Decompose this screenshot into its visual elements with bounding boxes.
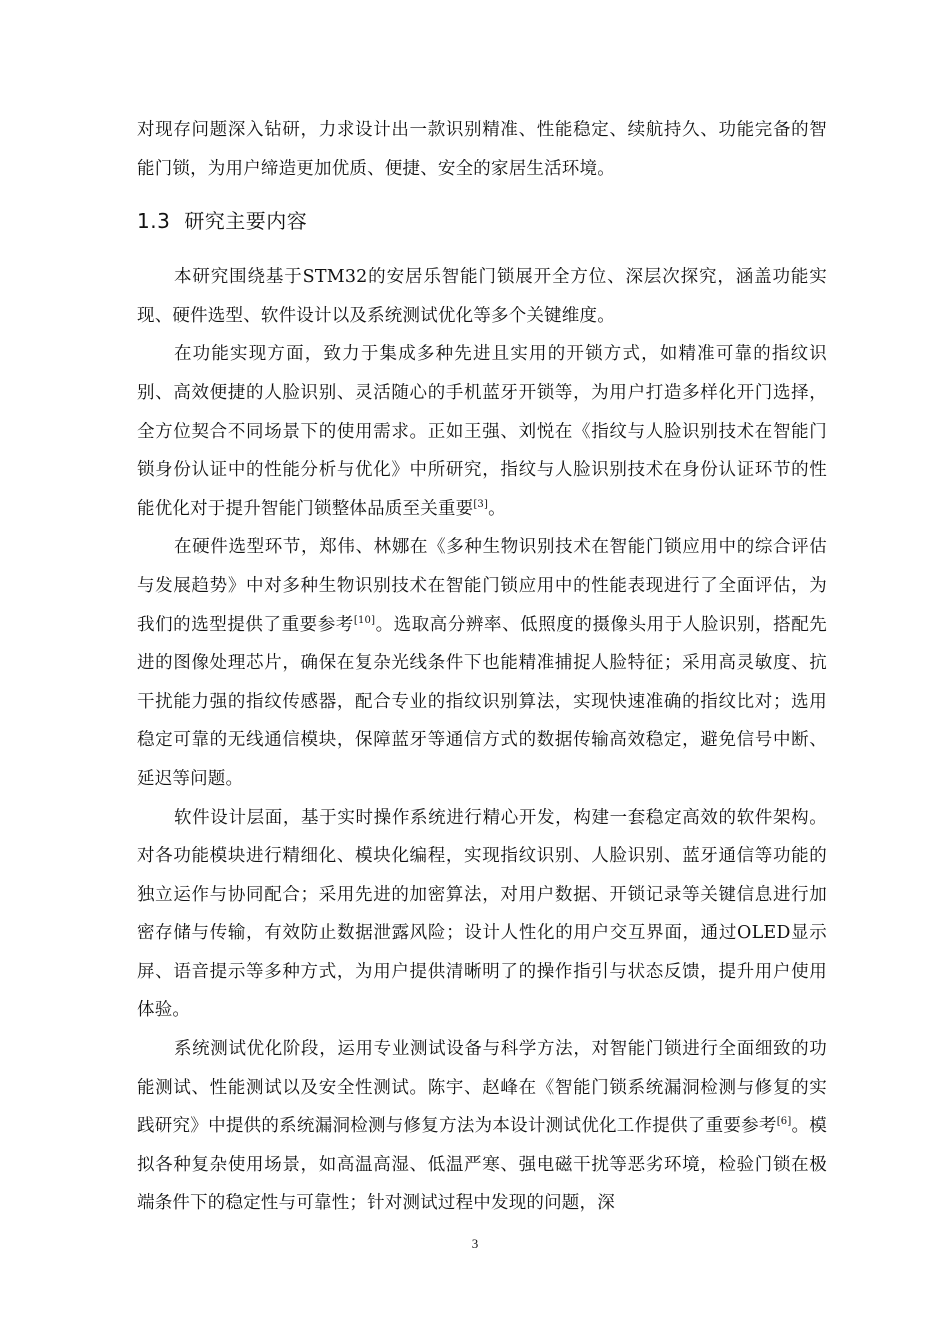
paragraph-overview [137, 258, 827, 335]
paragraph-text: 软件设计层面，基于实时操作系统进行精心开发，构建一套稳定高效的软件架构。对各功能模块进行精细化、模块化编程，实现指纹识别、人脸识别、蓝牙通信等功能的独立运作与协同配合；采用先进的加密算法，对用户数据、开锁记录等关键信息进行加密存储与传输，有效防止数据泄露风险；设计人性化的用户交互界面，通过OLED显示屏、语音提示等多种方式，为用户提供清晰明了的操作指引与状态反馈，提升用户使用体验。 [137, 807, 827, 1021]
paragraph-hardware [137, 528, 827, 798]
section-title: 研究主要内容 [184, 209, 308, 234]
paragraph-text: 本研究围绕基于STM32的安居乐智能门锁展开全方位、深层次探究，涵盖功能实现、硬件选型、软件设计以及系统测试优化等多个关键维度。 [137, 267, 827, 326]
citation-ref: [3] [473, 498, 489, 510]
paragraph-text-after: 。选取高分辨率、低照度的摄像头用于人脸识别，搭配先进的图像处理芯片，确保在复杂光线条件下也能精准捕捉人脸特征；采用高灵敏度、抗干扰能力强的指纹传感器，配合专业的指纹识别算法，实现快速准确的指纹比对；选用稳定可靠的无线通信模块，保障蓝牙等通信方式的数据传输高效稳定，避免信号中断、延迟等问题。 [137, 614, 828, 789]
intro-continuation-paragraph: 对现存问题深入钻研，力求设计出一款识别精准、性能稳定、续航持久、功能完备的智能门锁，为用户缔造更加优质、便捷、安全的家居生活环境。 [137, 120, 827, 179]
paragraph-text-after: 。模拟各种复杂使用场景，如高温高湿、低温严寒、强电磁干扰等恶劣环境，检验门锁在极端条件下的稳定性与可靠性；针对测试过程中发现的问题，深 [137, 1116, 827, 1214]
section-heading [137, 202, 827, 240]
paragraph-function [137, 335, 827, 528]
paragraph-text: 系统测试优化阶段，运用专业测试设备与科学方法，对智能门锁进行全面细致的功能测试、性能测试以及安全性测试。陈宇、赵峰在《智能门锁系统漏洞检测与修复的实践研究》中提供的系统漏洞检测与修复方法为本设计测试优化工作提供了重要参考 [137, 1039, 827, 1137]
page-body [137, 111, 827, 1223]
paragraph-testing [137, 1030, 827, 1223]
paragraph-text-after: 。 [488, 498, 506, 519]
paragraph-text: 在功能实现方面，致力于集成多种先进且实用的开锁方式，如精准可靠的指纹识别、高效便捷的人脸识别、灵活随心的手机蓝牙开锁等，为用户打造多样化开门选择，全方位契合不同场景下的使用需求。正如王强、刘悦在《指纹与人脸识别技术在智能门锁身份认证中的性能分析与优化》中所研究，指纹与人脸识别技术在身份认证环节的性能优化对于提升智能门锁整体品质至关重要 [137, 344, 827, 519]
paragraph-software [137, 799, 827, 1031]
section-number: 1.3 [137, 209, 171, 234]
paragraph-text: 在硬件选型环节，郑伟、林娜在《多种生物识别技术在智能门锁应用中的综合评估与发展趋势》中对多种生物识别技术在智能门锁应用中的性能表现进行了全面评估，为我们的选型提供了重要参考 [137, 537, 827, 635]
citation-ref: [6] [776, 1116, 792, 1128]
page-number: 3 [471, 1236, 479, 1251]
citation-ref: [10] [353, 614, 376, 626]
